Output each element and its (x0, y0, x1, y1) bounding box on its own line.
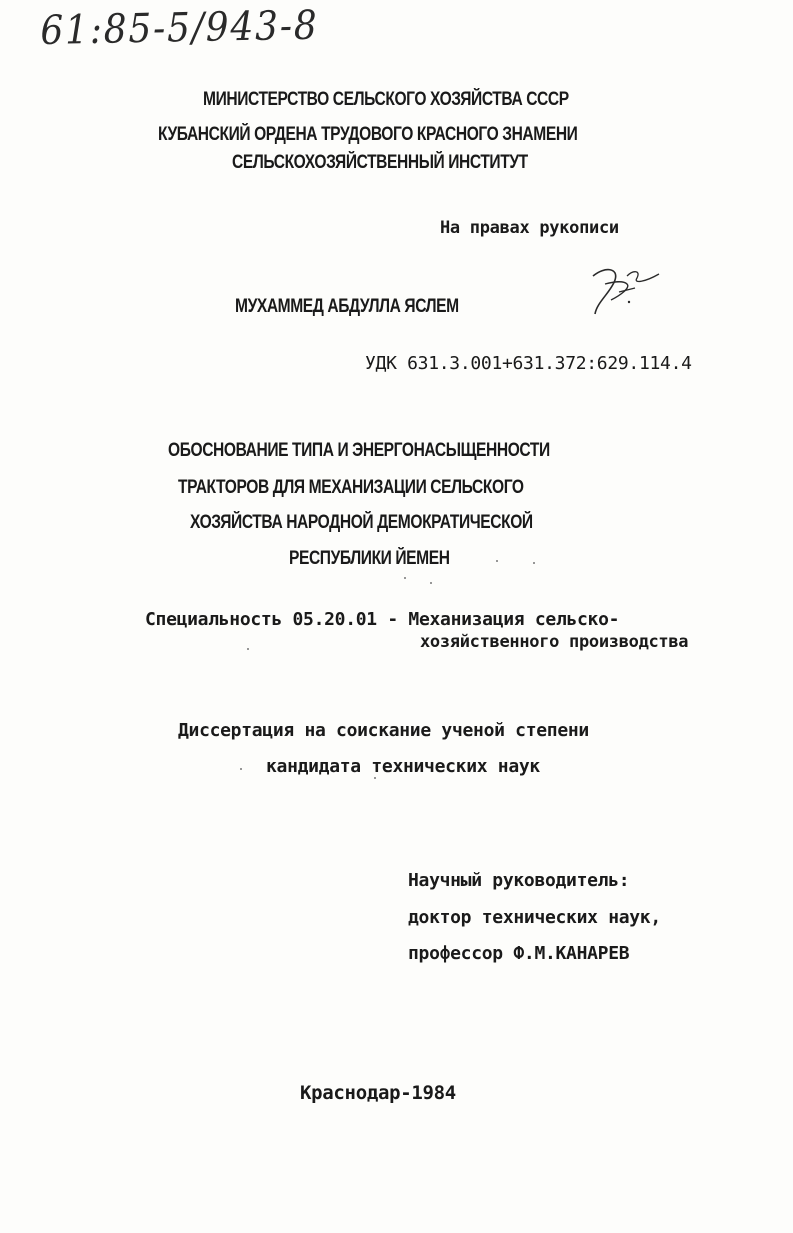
ministry-line-2: КУБАНСКИЙ ОРДЕНА ТРУДОВОГО КРАСНОГО ЗНАМЕНИ (158, 124, 578, 145)
signature-mark (575, 262, 665, 320)
specialty-label: Специальность 05.20.01 - Механизация сельско- (145, 609, 620, 630)
dissertation-line-1: Диссертация на соискание ученой степени (178, 720, 589, 741)
scan-speck (374, 777, 376, 779)
udc-code: УДК 631.3.001+631.372:629.114.4 (365, 353, 692, 374)
supervisor-heading: Научный руководитель: (408, 870, 630, 891)
scan-speck (430, 582, 432, 584)
title-line-2: ТРАКТОРОВ ДЛЯ МЕХАНИЗАЦИИ СЕЛЬСКОГО (178, 477, 524, 498)
scan-speck (240, 768, 242, 770)
specialty-continuation: хозяйственного производства (420, 632, 689, 652)
scan-speck (247, 648, 249, 650)
title-line-4: РЕСПУБЛИКИ ЙЕМЕН (289, 548, 450, 569)
scan-speck (496, 560, 498, 562)
supervisor-degree: доктор технических наук, (408, 907, 661, 928)
scan-speck (404, 577, 406, 579)
title-line-1: ОБОСНОВАНИЕ ТИПА И ЭНЕРГОНАСЫЩЕННОСТИ (168, 440, 550, 461)
place-year: Краснодар-1984 (300, 1082, 456, 1104)
dissertation-line-2: кандидата технических наук (266, 756, 540, 777)
ministry-line-1: МИНИСТЕРСТВО СЕЛЬСКОГО ХОЗЯЙСТВА СССР (203, 89, 569, 110)
manuscript-note: На правах рукописи (440, 218, 619, 238)
archive-number: 61:85-5/943-8 (40, 2, 319, 54)
ministry-line-3: СЕЛЬСКОХОЗЯЙСТВЕННЫЙ ИНСТИТУТ (232, 152, 528, 173)
title-line-3: ХОЗЯЙСТВА НАРОДНОЙ ДЕМОКРАТИЧЕСКОЙ (190, 512, 533, 533)
supervisor-name: профессор Ф.М.КАНАРЕВ (408, 943, 630, 964)
author-name: МУХАММЕД АБДУЛЛА ЯСЛЕМ (235, 296, 459, 317)
scan-speck (533, 562, 535, 564)
